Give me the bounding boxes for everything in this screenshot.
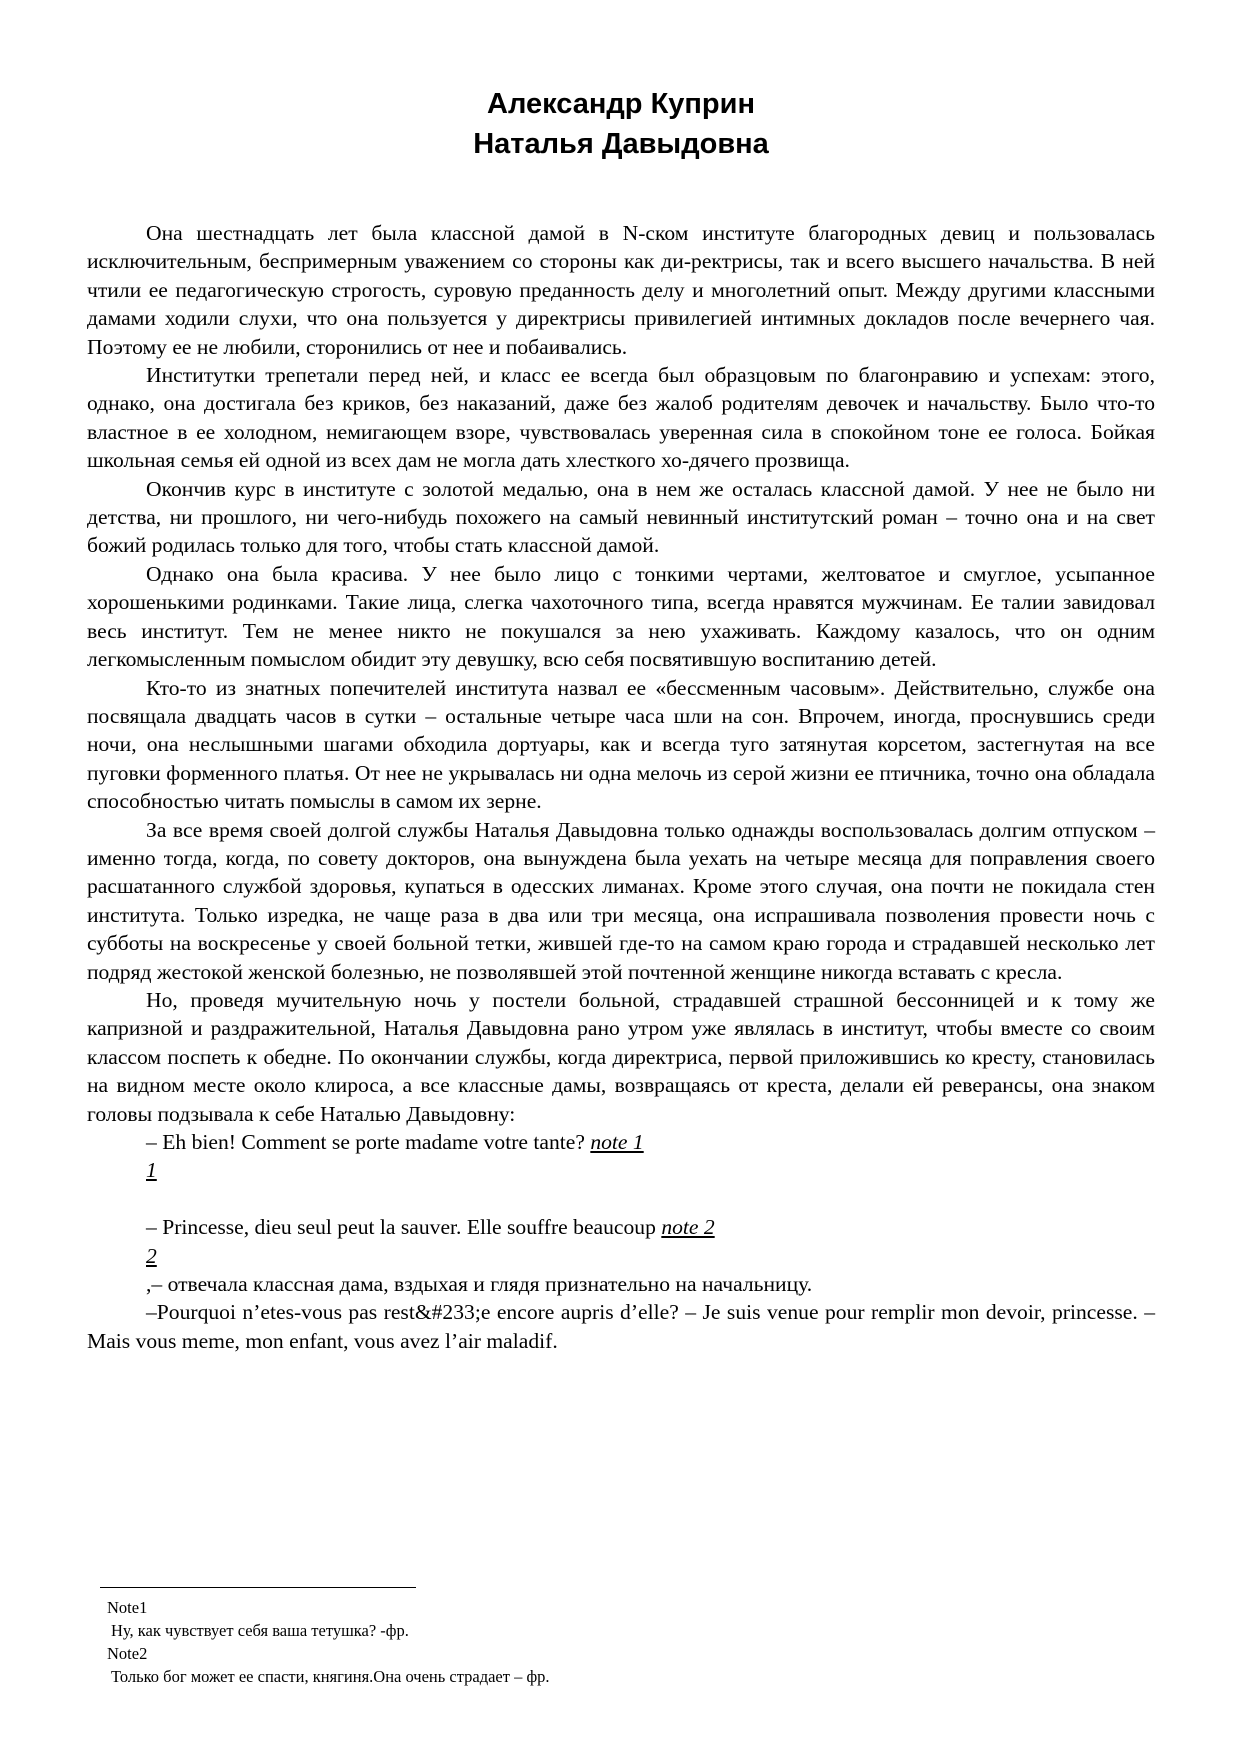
footnote-label: Note2 (107, 1644, 148, 1663)
footnote-link[interactable]: note 2 (661, 1215, 715, 1240)
dialog-line (87, 1128, 1155, 1156)
footnote-label: Note1 (107, 1598, 148, 1617)
footnote-text: Только бог может ее спасти, княгиня.Она очень страдает – фр. (111, 1667, 550, 1686)
paragraph: Кто-то из знатных попечителей института назвал ее «бессменным часовым». Действительно, службе она посвящала двадцать часов в сутки – остальные четыре часа шли на сон. Впрочем, иногда, проснувшись среди ночи, она неслышными шагами обходила дортуары, как и всегда туго затянутая корсетом, застегнутая на все пуговки форменного платья. От нее не укрывалась ни одна мелочь из серой жизни ее птичника, точно она обладала способностью читать помыслы в самом их зерне. (87, 675, 1155, 814)
work-title: Наталья Давыдовна (473, 128, 769, 160)
paragraph: Окончив курс в институте с золотой медалью, она в нем же осталась классной дамой. У нее не было ни детства, ни прошлого, ни чего-нибудь похожего на самый невинный институтский роман – точно она и на свет божий родилась только для того, чтобы стать классной дамой. (87, 476, 1155, 558)
paragraph: За все время своей долгой службы Наталья Давыдовна только однажды воспользовалась долгим отпуском – именно тогда, когда, по совету докторов, она вынуждена была уехать на четыре месяца для поправления своего расшатанного службой здоровья, купаться в одесских лиманах. Кроме этого случая, она почти не покидала стен института. Только изредка, не чаще раза в два или три месяца, она испрашивала позволения провести ночь с субботы на воскресенье у своей больной тетки, жившей где-то на самом краю города и страдавшей несколько лет подряд жестокой женской болезнью, не позволявшей этой почтенной женщине никогда вставать с кресла. (87, 817, 1155, 984)
paragraph: Но, проведя мучительную ночь у постели больной, страдавшей страшной бессонницей и к тому же капризной и раздражительной, Наталья Давыдовна рано утром уже являлась в институт, чтобы вместе со своим классом поспеть к обедне. По окончании службы, когда директриса, первой приложившись ко кресту, становилась на видном месте около клироса, а все классные дамы, возвращаясь от креста, делали ей реверансы, она знаком головы подзывала к себе Наталью Давыдовну: (87, 987, 1155, 1126)
footnotes (107, 1596, 1107, 1688)
paragraph: Однако она была красива. У нее было лицо с тонкими чертами, желтоватое и смуглое, усыпанное хорошенькими родинками. Такие лица, слегка чахоточного типа, всегда нравятся мужчинам. Ее талии завидовал весь институт. Тем не менее никто не покушался за нею ухаживать. Каждому казалось, что он одним легкомысленным помыслом обидит эту девушку, всю себя посвятившую воспитанию детей. (87, 561, 1155, 672)
footnote-link[interactable]: note 1 (590, 1130, 644, 1154)
author-name: Александр Куприн (487, 88, 755, 120)
dialog-text: – Eh bien! Comment se porte madame votre tante? (146, 1130, 591, 1154)
body-text (87, 219, 1155, 1355)
paragraph: Институтки трепетали перед ней, и класс ее всегда был образцовым по благонравию и успехам: этого, однако, она достигала без криков, без наказаний, даже без жалоб родителям девочек и начальству. Было что-то властное в ее холодном, немигающем взоре, чувствовалась уверенная сила в спокойном тоне ее голоса. Бойкая школьная семья ей одной из всех дам не могла дать хлесткого хо-дячего прозвища. (87, 363, 1155, 473)
footnote-text: Ну, как чувствует себя ваша тетушка? -фр. (111, 1621, 409, 1640)
paragraph: Она шестнадцать лет была классной дамой в N-ском институте благородных девиц и пользовалась исключительным, беспримерным уважением со стороны как ди-ректрисы, так и всего высшего начальства. В ней чтили ее педагогическую строгость, суровую преданность делу и многолетний опыт. Между другими классными дамами ходили слухи, что она пользуется у директрисы привилегией интимных докладов после вечернего чая. Поэтому ее не любили, сторонились от нее и побаивались. (87, 221, 1155, 359)
title-block (0, 84, 1242, 164)
dialog-line: ,– отвечала классная дама, вздыхая и глядя признательно на начальницу. (146, 1271, 813, 1296)
dialog-line (87, 1213, 1155, 1241)
footnote-number-link[interactable]: 1 (146, 1158, 157, 1183)
footnote-number-link[interactable]: 2 (146, 1243, 157, 1268)
spacer (87, 1185, 1155, 1213)
footnote-divider (100, 1587, 416, 1588)
dialog-text: – Princesse, dieu seul peut la sauver. Elle souffre beaucoup (146, 1215, 662, 1240)
dialog-line: –Pourquoi n’etes-vous pas rest&#233;e encore auprіs d’elle? – Je suis venue pour remplir mon devoir, princesse. – Mais vous meme, mon enfant, vous avez l’air maladif. (87, 1300, 1155, 1353)
